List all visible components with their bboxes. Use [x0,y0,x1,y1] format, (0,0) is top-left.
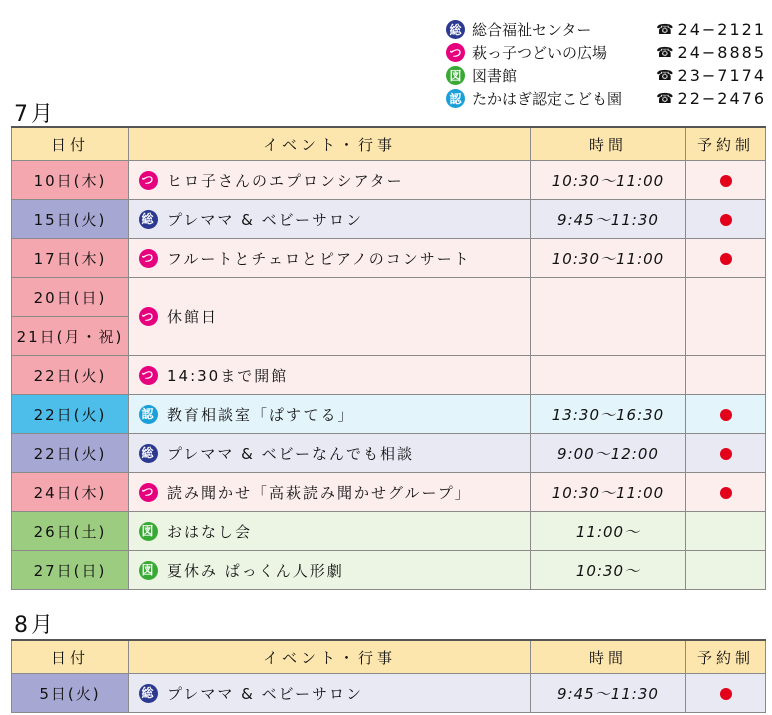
facility-legend [446,18,766,110]
header-event: イベント・行事 [129,640,531,674]
legend-phone [656,20,766,39]
header-reserve: 予約制 [686,640,766,674]
date-cell: 20日(日) [12,278,129,317]
event-title: プレママ & ベビーサロン [167,684,364,703]
table-row [12,395,766,434]
legend-item [446,64,766,87]
tsu-badge-icon: つ [139,307,158,326]
zu-badge-icon: 図 [139,522,158,541]
legend-item [446,18,766,41]
event-title: 夏休み ぱっくん人形劇 [167,561,344,580]
header-date: 日付 [12,127,129,161]
table-row [12,551,766,590]
event-cell [129,395,531,434]
reserve-cell [686,278,766,356]
reservation-required-icon [720,487,732,499]
date-cell: 21日(月・祝) [12,317,129,356]
reservation-required-icon [720,253,732,265]
event-title: プレママ & ベビーサロン [167,210,364,229]
phone-number: 23−7174 [677,66,766,85]
sou-badge-icon: 総 [139,444,158,463]
reserve-cell [686,473,766,512]
event-title: フルートとチェロとピアノのコンサート [167,249,471,268]
table-row [12,512,766,551]
legend-facility-name: たかはぎ認定こども園 [472,90,623,108]
phone-icon: ☎ [656,44,674,61]
event-title: ヒロ子さんのエプロンシアター [167,171,404,190]
time-cell: 10:30〜 [531,551,686,590]
phone-icon: ☎ [656,21,674,38]
legend-phone [656,43,766,62]
reserve-cell [686,395,766,434]
event-cell [129,239,531,278]
time-cell: 10:30〜11:00 [531,161,686,200]
reserve-cell [686,239,766,278]
event-cell [129,674,531,713]
time-cell: 10:30〜11:00 [531,239,686,278]
phone-number: 24−8885 [677,43,766,62]
reserve-cell [686,551,766,590]
date-cell: 22日(火) [12,356,129,395]
phone-icon: ☎ [656,67,674,84]
legend-facility-name: 萩っ子つどいの広場 [472,44,608,62]
date-cell: 24日(木) [12,473,129,512]
time-cell [531,356,686,395]
reservation-required-icon [720,448,732,460]
event-cell [129,551,531,590]
month-label-august: 8月 [14,613,56,638]
legend-facility-name: 図書館 [472,67,518,85]
legend-phone [656,89,766,108]
reserve-cell [686,356,766,395]
month-label-july: 7月 [14,102,56,127]
time-cell: 13:30〜16:30 [531,395,686,434]
header-time: 時間 [531,127,686,161]
schedule-table-july [11,126,766,590]
sou-badge-icon: 総 [446,20,465,39]
table-row [12,473,766,512]
tsu-badge-icon: つ [139,366,158,385]
reservation-required-icon [720,409,732,421]
zu-badge-icon: 図 [446,66,465,85]
date-cell: 15日(火) [12,200,129,239]
table-row [12,674,766,713]
reservation-required-icon [720,175,732,187]
time-cell: 10:30〜11:00 [531,473,686,512]
tsu-badge-icon: つ [139,249,158,268]
date-cell: 26日(土) [12,512,129,551]
sou-badge-icon: 総 [139,210,158,229]
phone-icon: ☎ [656,90,674,107]
reserve-cell [686,161,766,200]
reserve-cell [686,200,766,239]
event-title: 教育相談室「ぱすてる」 [167,405,355,424]
zu-badge-icon: 図 [139,561,158,580]
table-row [12,434,766,473]
event-title: 14:30まで開館 [167,366,289,385]
nin-badge-icon: 認 [446,89,465,108]
event-title: プレママ & ベビーなんでも相談 [167,444,415,463]
event-title: おはなし会 [167,522,253,541]
table-row [12,356,766,395]
table-row [12,200,766,239]
event-cell [129,161,531,200]
reserve-cell [686,434,766,473]
legend-item [446,87,766,110]
event-cell [129,200,531,239]
header-date: 日付 [12,640,129,674]
reserve-cell [686,674,766,713]
schedule-table-august [11,639,766,713]
header-reserve: 予約制 [686,127,766,161]
date-cell: 10日(木) [12,161,129,200]
legend-facility-name: 総合福祉センター [472,21,592,39]
event-cell [129,512,531,551]
nin-badge-icon: 認 [139,405,158,424]
header-time: 時間 [531,640,686,674]
event-title: 休館日 [167,308,219,326]
legend-item [446,41,766,64]
tsu-badge-icon: つ [446,43,465,62]
date-cell: 22日(火) [12,434,129,473]
header-event: イベント・行事 [129,127,531,161]
table-row [12,161,766,200]
date-cell: 22日(火) [12,395,129,434]
event-cell [129,473,531,512]
event-cell [129,278,531,356]
event-cell [129,434,531,473]
reservation-required-icon [720,688,732,700]
tsu-badge-icon: つ [139,483,158,502]
legend-phone [656,66,766,85]
tsu-badge-icon: つ [139,171,158,190]
date-cell: 27日(日) [12,551,129,590]
reservation-required-icon [720,214,732,226]
reserve-cell [686,512,766,551]
time-cell: 9:45〜11:30 [531,200,686,239]
time-cell: 11:00〜 [531,512,686,551]
time-cell [531,278,686,356]
date-cell: 5日(火) [12,674,129,713]
time-cell: 9:45〜11:30 [531,674,686,713]
date-cell: 17日(木) [12,239,129,278]
table-row [12,278,766,317]
time-cell: 9:00〜12:00 [531,434,686,473]
table-row [12,239,766,278]
phone-number: 24−2121 [677,20,766,39]
event-cell [129,356,531,395]
sou-badge-icon: 総 [139,684,158,703]
event-title: 読み聞かせ「高萩読み聞かせグループ」 [167,483,472,502]
phone-number: 22−2476 [677,89,766,108]
